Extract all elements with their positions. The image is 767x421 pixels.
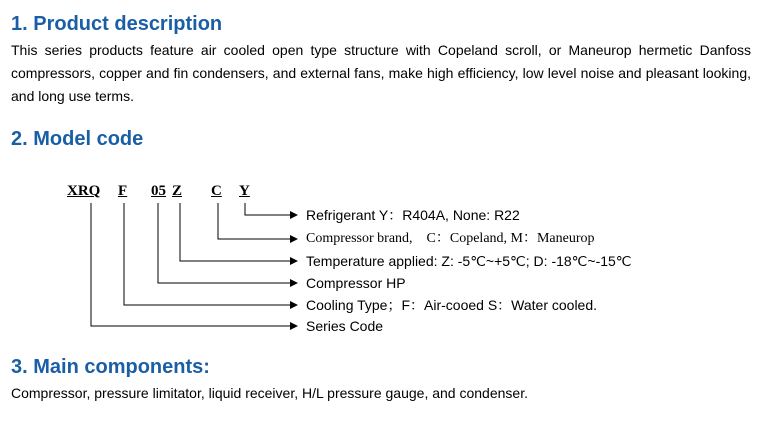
product-description-text: This series products feature air cooled open type structure with Copeland scroll, or Maneurop hermetic Danfoss compressors, copper and fin condensers, and external fans, make high efficiency, low level noise and pleasant looking, and long use terms. bbox=[11, 42, 751, 104]
label-cooling-type: Cooling Type；F：Air-cooed S：Water cooled. bbox=[306, 297, 598, 313]
section-1-title: 1. Product description bbox=[11, 13, 223, 35]
section-2-title: 2. Model code bbox=[11, 128, 144, 150]
code-part-c: C bbox=[211, 183, 222, 199]
label-compressor-brand: Compressor brand, C：Copeland, M：Maneurop bbox=[306, 231, 595, 246]
label-temperature-applied: Temperature applied: Z: -5℃~+5℃; D: -18℃~-15℃ bbox=[306, 253, 632, 269]
main-components-text: Compressor, pressure limitator, liquid receiver, H/L pressure gauge, and condenser. bbox=[11, 385, 528, 401]
code-part-f: F bbox=[118, 183, 128, 199]
section-3-title: 3. Main components: bbox=[11, 356, 210, 378]
label-compressor-hp: Compressor HP bbox=[306, 275, 406, 291]
code-part-z: Z bbox=[172, 183, 183, 199]
label-refrigerant: Refrigerant Y：R404A, None: R22 bbox=[306, 207, 520, 223]
label-series-code: Series Code bbox=[306, 318, 384, 334]
code-part-y: Y bbox=[239, 183, 250, 199]
code-part-05: 05 bbox=[151, 183, 166, 199]
code-part-xrq: XRQ bbox=[67, 183, 101, 199]
